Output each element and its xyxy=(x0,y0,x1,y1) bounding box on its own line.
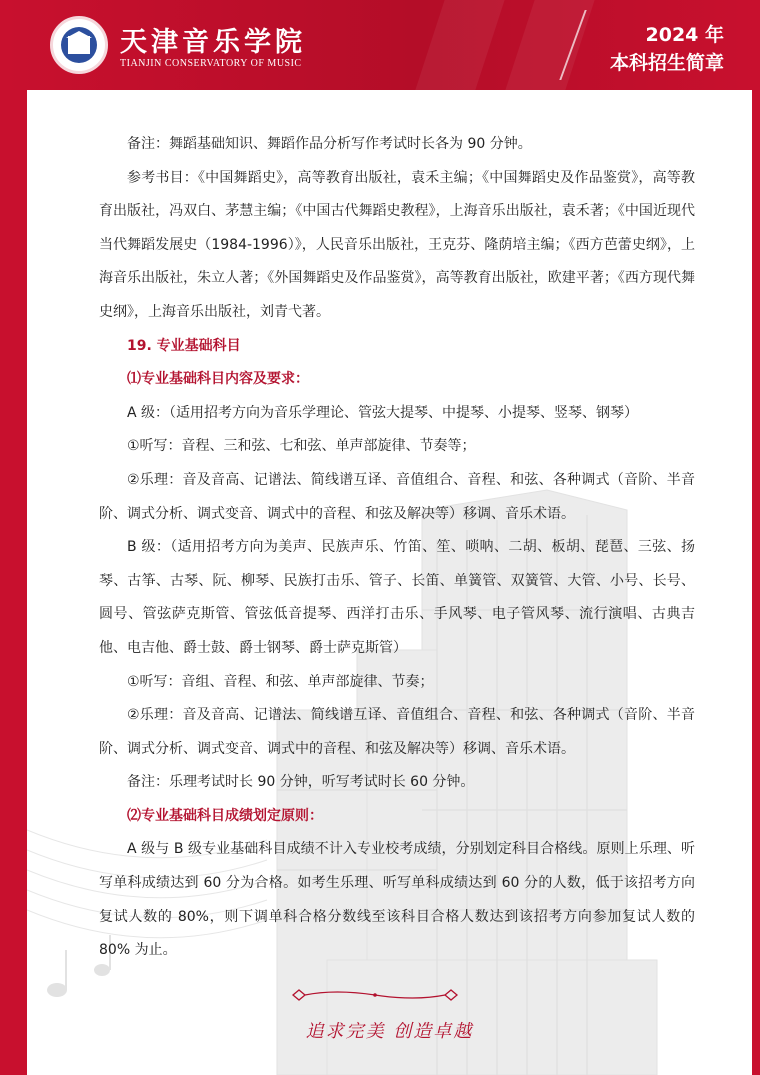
school-name-en: TIANJIN CONSERVATORY OF MUSIC xyxy=(120,58,302,69)
year-label: 2024 年 xyxy=(645,24,724,46)
footer-ornament xyxy=(285,987,465,1003)
level-b-theory: ②乐理：音及音高、记谱法、简线谱互译、音值组合、音程、和弦、各种调式（音阶、半音阶、调式分析、调式变音、调式中的音程、和弦及解决等）移调、音乐术语。 xyxy=(99,707,695,757)
grading-principles-text: A 级与 B 级专业基础科目成绩不计入专业校考成绩，分别划定科目合格线。原则上乐理、听写单科成绩达到 60 分为合格。如考生乐理、听写单科成绩达到 60 分的人数，低于该招考方向复试人数的 80%，则下调单科合格分数线至该科目合格人数达到该招考方向参加复试人数的 80% 为止。 xyxy=(99,841,695,959)
note-theory-dictation-duration: 备注：乐理考试时长 90 分钟，听写考试时长 60 分钟。 xyxy=(127,774,475,791)
level-b-dictation: ①听写：音组、音程、和弦、单声部旋律、节奏； xyxy=(127,673,434,690)
note-dance-exam-duration: 备注：舞蹈基础知识、舞蹈作品分析写作考试时长各为 90 分钟。 xyxy=(127,136,532,152)
level-a-dictation: ①听写：音程、三和弦、七和弦、单声部旋律、节奏等； xyxy=(127,438,476,455)
subsection-heading-grading-principles: ⑵专业基础科目成绩划定原则： xyxy=(127,807,323,824)
level-b-scope: B 级：（适用招考方向为美声、民族声乐、竹笛、笙、唢呐、二胡、板胡、琵琶、三弦、扬琴、古筝、古琴、阮、柳琴、民族打击乐、管子、长笛、单簧管、双簧管、大管、小号、长号、圆号、管弦萨克斯管、管弦低音提琴、西洋打击乐、手风琴、电子管风琴、流行演唱、古典吉他、电吉他、爵士鼓、爵士钢琴、爵士萨克斯管） xyxy=(99,539,695,656)
header-banner xyxy=(0,0,760,90)
reference-books: 参考书目：《中国舞蹈史》，高等教育出版社，袁禾主编；《中国舞蹈史及作品鉴赏》，高等教育出版社，冯双白、茅慧主编；《中国古代舞蹈史教程》，上海音乐出版社，袁禾著；《中国近现代当代舞蹈发展史（1984-1996）》，人民音乐出版社，王克芬、隆荫培主编；《西方芭蕾史纲》，上海音乐出版社，朱立人著；《外国舞蹈史及作品鉴赏》，高等教育出版社，欧建平著；《西方现代舞史纲》，上海音乐出版社，刘青弋著。 xyxy=(99,169,695,320)
header-decoration xyxy=(415,0,504,90)
content-panel xyxy=(27,90,752,1075)
section-heading-19: 19. 专业基础科目 xyxy=(127,337,241,354)
school-motto: 追求完美 创造卓越 xyxy=(305,1021,474,1042)
subsection-heading-content-requirements: ⑴专业基础科目内容及要求： xyxy=(127,371,309,388)
header-decoration xyxy=(505,0,594,90)
level-a-theory: ②乐理：音及音高、记谱法、简线谱互译、音值组合、音程、和弦、各种调式（音阶、半音阶、调式分析、调式变音、调式中的音程、和弦及解决等）移调、音乐术语。 xyxy=(99,471,695,522)
level-a-scope: A 级：（适用招考方向为音乐学理论、管弦大提琴、中提琴、小提琴、竖琴、钢琴） xyxy=(127,404,639,421)
school-logo xyxy=(50,16,108,74)
brochure-title: 本科招生简章 xyxy=(609,52,724,74)
school-name-cn: 天津音乐学院 xyxy=(120,27,306,58)
body-text xyxy=(99,128,695,968)
